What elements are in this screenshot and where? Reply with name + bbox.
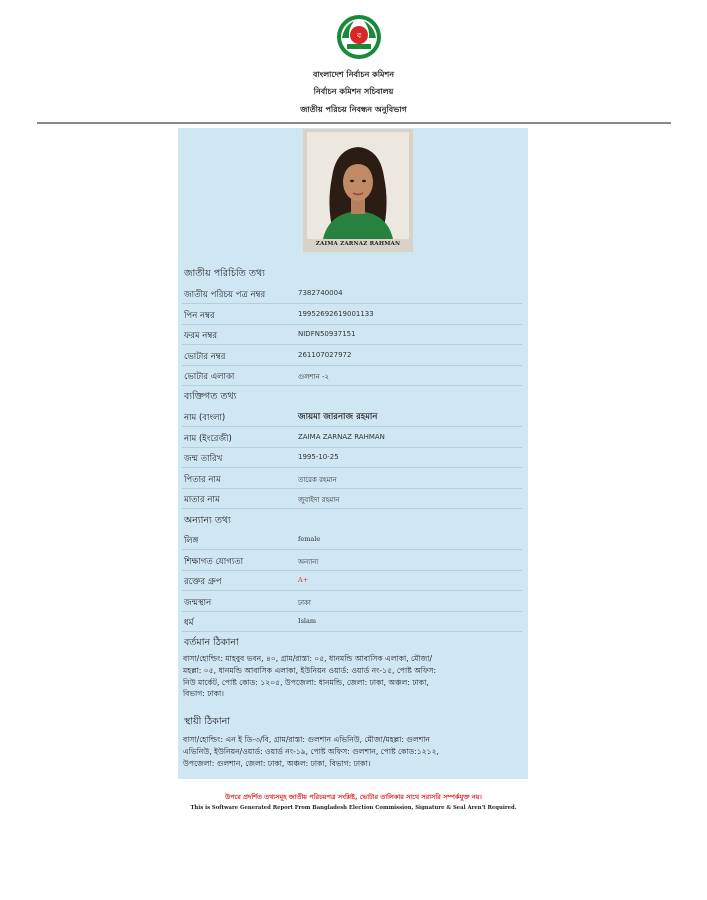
address-line: নিউ মার্কেট, পোষ্ট কোড: ১২০৫, উপজেলা: ধানমন্ডি, জেলা: ঢাকা, অঞ্চল: ঢাকা, [183,677,429,687]
address-line: এভিনিউ, ইউনিয়ন/ওয়ার্ড: ওয়ার্ড নং-১৯, পোষ্ট অফিস: গুলশান, পোষ্ট কোড:১২১২, [183,746,439,756]
address-line: বিভাগ: ঢাকা। [183,689,224,699]
row-label: লিঙ্গ [184,536,199,546]
row-label: নাম (বাংলা) [184,413,226,423]
header-commission: বাংলাদেশ নির্বাচন কমিশন [313,70,394,79]
row-value: ZAIMA ZARNAZ RAHMAN [298,433,385,441]
row-label: জন্ম তারিখ [184,454,223,464]
row-value: Islam [298,617,317,625]
row-value: 7382740004 [298,289,343,297]
table-row [182,429,522,448]
footer-bangla-notice: উপরে প্রদর্শিত তথ্যসমূহ জাতীয় পরিচয়পত্র সংশ্লিষ্ট, ভোটার তালিকার সাথে সরাসরি সম্পর্কযুক্ত নয়। [225,793,482,801]
table-row [182,449,522,468]
table-row [182,367,522,386]
nid-info-card [178,128,528,779]
row-label: ধর্ম [184,618,194,628]
row-label: মাতার নাম [184,495,220,505]
section-present-address: বর্তমান ঠিকানা [184,637,239,648]
photo-frame [303,129,413,252]
footer-english-notice: This is Software Generated Report From Bangladesh Election Commission, Signature & Seal Aren't Required. [190,805,517,811]
row-value: গুলশান -২ [298,373,330,381]
header-divider [37,122,671,124]
row-label: ভোটার এলাকা [184,372,235,382]
header-secretariat: নির্বাচন কমিশন সচিবালয় [313,87,394,96]
table-row [182,572,522,591]
row-value: অন্যান্য [298,558,319,566]
address-line: বাসা/হোল্ডিং: এন ই ডি-৩/বি, গ্রাম/রাস্তা: গুলশান এভিনিউ, মৌজা/মহল্লা: গুলশান [183,735,430,744]
section-other: অন্যান্য তথ্য [184,515,231,526]
row-label: ভোটার নম্বর [184,352,226,362]
row-label: নাম (ইংরেজী) [184,434,232,444]
section-personal: ব্যক্তিগত তথ্য [184,391,237,402]
election-commission-emblem [336,14,382,60]
section-permanent-address: স্থায়ী ঠিকানা [184,716,230,727]
row-label: জাতীয় পরিচয় পত্র নম্বর [184,290,266,300]
table-row [182,326,522,345]
row-value: 261107027972 [298,351,352,359]
row-label: শিক্ষাগত যোগ্যতা [184,557,244,567]
table-row [182,408,522,427]
table-row [182,306,522,325]
header-division: জাতীয় পরিচয় নিবন্ধন অনুবিভাগ [300,105,407,114]
row-value: জায়মা জারনাজ রহমান [298,412,378,422]
table-row [182,593,522,612]
row-label: রক্তের গ্রুপ [184,577,222,587]
photo-caption-name: ZAIMA ZARNAZ RAHMAN [315,241,401,247]
portrait-photo [307,132,409,239]
address-line: উপজেলা: গুলশান, জেলা: ঢাকা, অঞ্চল: ঢাকা, বিভাগ: ঢাকা। [183,758,371,768]
permanent-address-text [183,734,523,769]
emblem-letter: ব [356,31,362,40]
address-line: মহল্লা: ০৫, ধানমন্ডি আবাসিক এলাকা, ইউনিয়ন ওয়ার্ড: ওয়ার্ড নং-১৫, পোষ্ট অফিস: [183,665,437,675]
table-row [182,613,522,632]
row-value: জুবাইদা রহমান [298,496,340,504]
row-value: ঢাকা [298,599,311,607]
table-row [182,490,522,509]
row-label: পিন নম্বর [184,311,215,321]
row-value: 1995-10-25 [298,453,339,461]
table-row [182,531,522,550]
row-value: তারেক রহমান [298,476,337,484]
table-row [182,347,522,366]
row-value: female [298,535,321,543]
section-national-id: জাতীয় পরিচিতি তথ্য [184,268,265,279]
row-label: ফরম নম্বর [184,331,218,341]
row-value: NIDFN50937151 [298,330,356,338]
table-row [182,285,522,304]
row-label: পিতার নাম [184,475,221,485]
present-address-text [183,653,523,700]
table-row [182,552,522,571]
row-value: 19952692619001133 [298,310,374,318]
table-row [182,470,522,489]
row-label: জন্মস্থান [184,598,212,608]
row-value: A+ [298,576,309,584]
address-line: বাসা/হোল্ডিং: মাহবুব ভবন, ৪০, গ্রাম/রাস্তা: ০৫, ধানমন্ডি আবাসিক এলাকা, মৌজা/ [183,654,433,663]
